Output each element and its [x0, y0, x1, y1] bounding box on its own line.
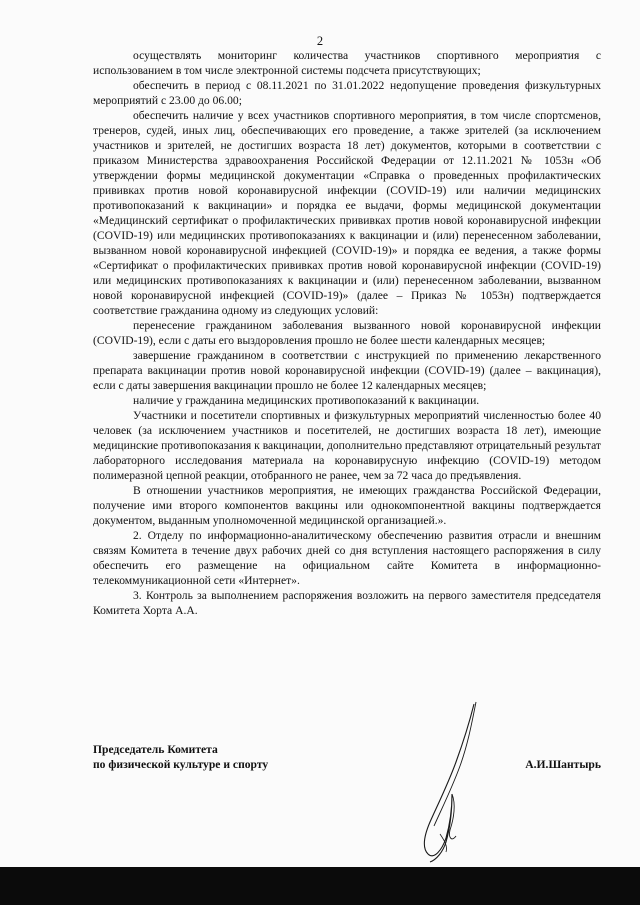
signature-block — [93, 742, 601, 772]
paragraph: 2. Отделу по информационно-аналитическому обеспечению развития отрасли и внешним связям Комитета в течение двух рабочих дней со дня вступления настоящего распоряжения в силу обеспечить его размещение на официальном сайте Комитета в информационно-телекоммуникационной сети «Интернет». — [93, 529, 601, 587]
paragraph: 3. Контроль за выполнением распоряжения возложить на первого заместителя председателя Комитета Хорта А.А. — [93, 589, 601, 617]
document-body — [93, 48, 601, 618]
scan-bottom-edge — [0, 867, 640, 905]
signer-position-line: по физической культуре и спорту — [93, 758, 269, 771]
paragraph: Участники и посетители спортивных и физкультурных мероприятий численностью более 40 человек (за исключением участников и посетителей, не достигших возраста 18 лет), имеющие медицинские противопоказания к вакцинации, дополнительно представляют отрицательный результат лабораторного исследования материала на коронавирусную инфекцию (COVID-19) методом полимеразной цепной реакции, отобранного не ранее, чем за 72 часа до предъявления. — [93, 409, 601, 482]
paragraph: осуществлять мониторинг количества участников спортивного мероприятия с использованием в том числе электронной системы подсчета присутствующих; — [93, 49, 601, 77]
paragraph: обеспечить в период с 08.11.2021 по 31.01.2022 недопущение проведения физкультурных мероприятий с 23.00 до 06.00; — [93, 79, 601, 107]
signer-position-line: Председатель Комитета — [93, 743, 218, 756]
handwritten-signature — [412, 700, 502, 865]
signer-name: А.И.Шантырь — [525, 758, 601, 771]
paragraph: В отношении участников мероприятия, не имеющих гражданства Российской Федерации, получение ими второго компонентов вакцины или однокомпонентной вакцины подтверждается документом, выданным уполномоченной медицинской организацией.». — [93, 484, 601, 527]
paragraph: перенесение гражданином заболевания вызванного новой коронавирусной инфекции (COVID-19), если с даты его выздоровления прошло не более шести календарных месяцев; — [93, 319, 601, 347]
paragraph: завершение гражданином в соответствии с инструкцией по применению лекарственного препарата вакцинации против новой коронавирусной инфекции (COVID-19) (далее – вакцинация), если с даты завершения вакцинации прошло не более 12 календарных месяцев; — [93, 349, 601, 392]
paragraph: наличие у гражданина медицинских противопоказаний к вакцинации. — [133, 394, 480, 407]
page-number: 2 — [316, 34, 324, 48]
paragraph: обеспечить наличие у всех участников спортивного мероприятия, в том числе спортсменов, тренеров, судей, иных лиц, обеспечивающих его проведение, а также зрителей (за исключением участников и зрителей, не достигших возраста 18 лет) документов, которыми в соответствии с приказом Министерства здравоохранения Российской Федерации от 12.11.2021 № 1053н «Об утверждении формы медицинской документации «Справка о проведенных профилактических прививках против новой коронавирусной инфекции (COVID-19) или наличии медицинских противопоказаний к вакцинации» и порядка ее выдачи, формы медицинской документации «Медицинский сертификат о профилактических прививках против новой коронавирусной инфекции (COVID-19) или медицинских противопоказаниях к вакцинации и (или) перенесенном заболевании, вызванном новой коронавирусной инфекцией (COVID-19)» и порядка ее ведения, а также формы «Сертификат о профилактических прививках против новой коронавирусной инфекции (COVID-19) или медицинских противопоказаниях к вакцинации и (или) перенесенном заболевании, вызванном новой коронавирусной инфекцией (COVID-19)» (далее – Приказ № 1053н) подтверждается соответствие гражданина одному из следующих условий: — [93, 109, 601, 317]
